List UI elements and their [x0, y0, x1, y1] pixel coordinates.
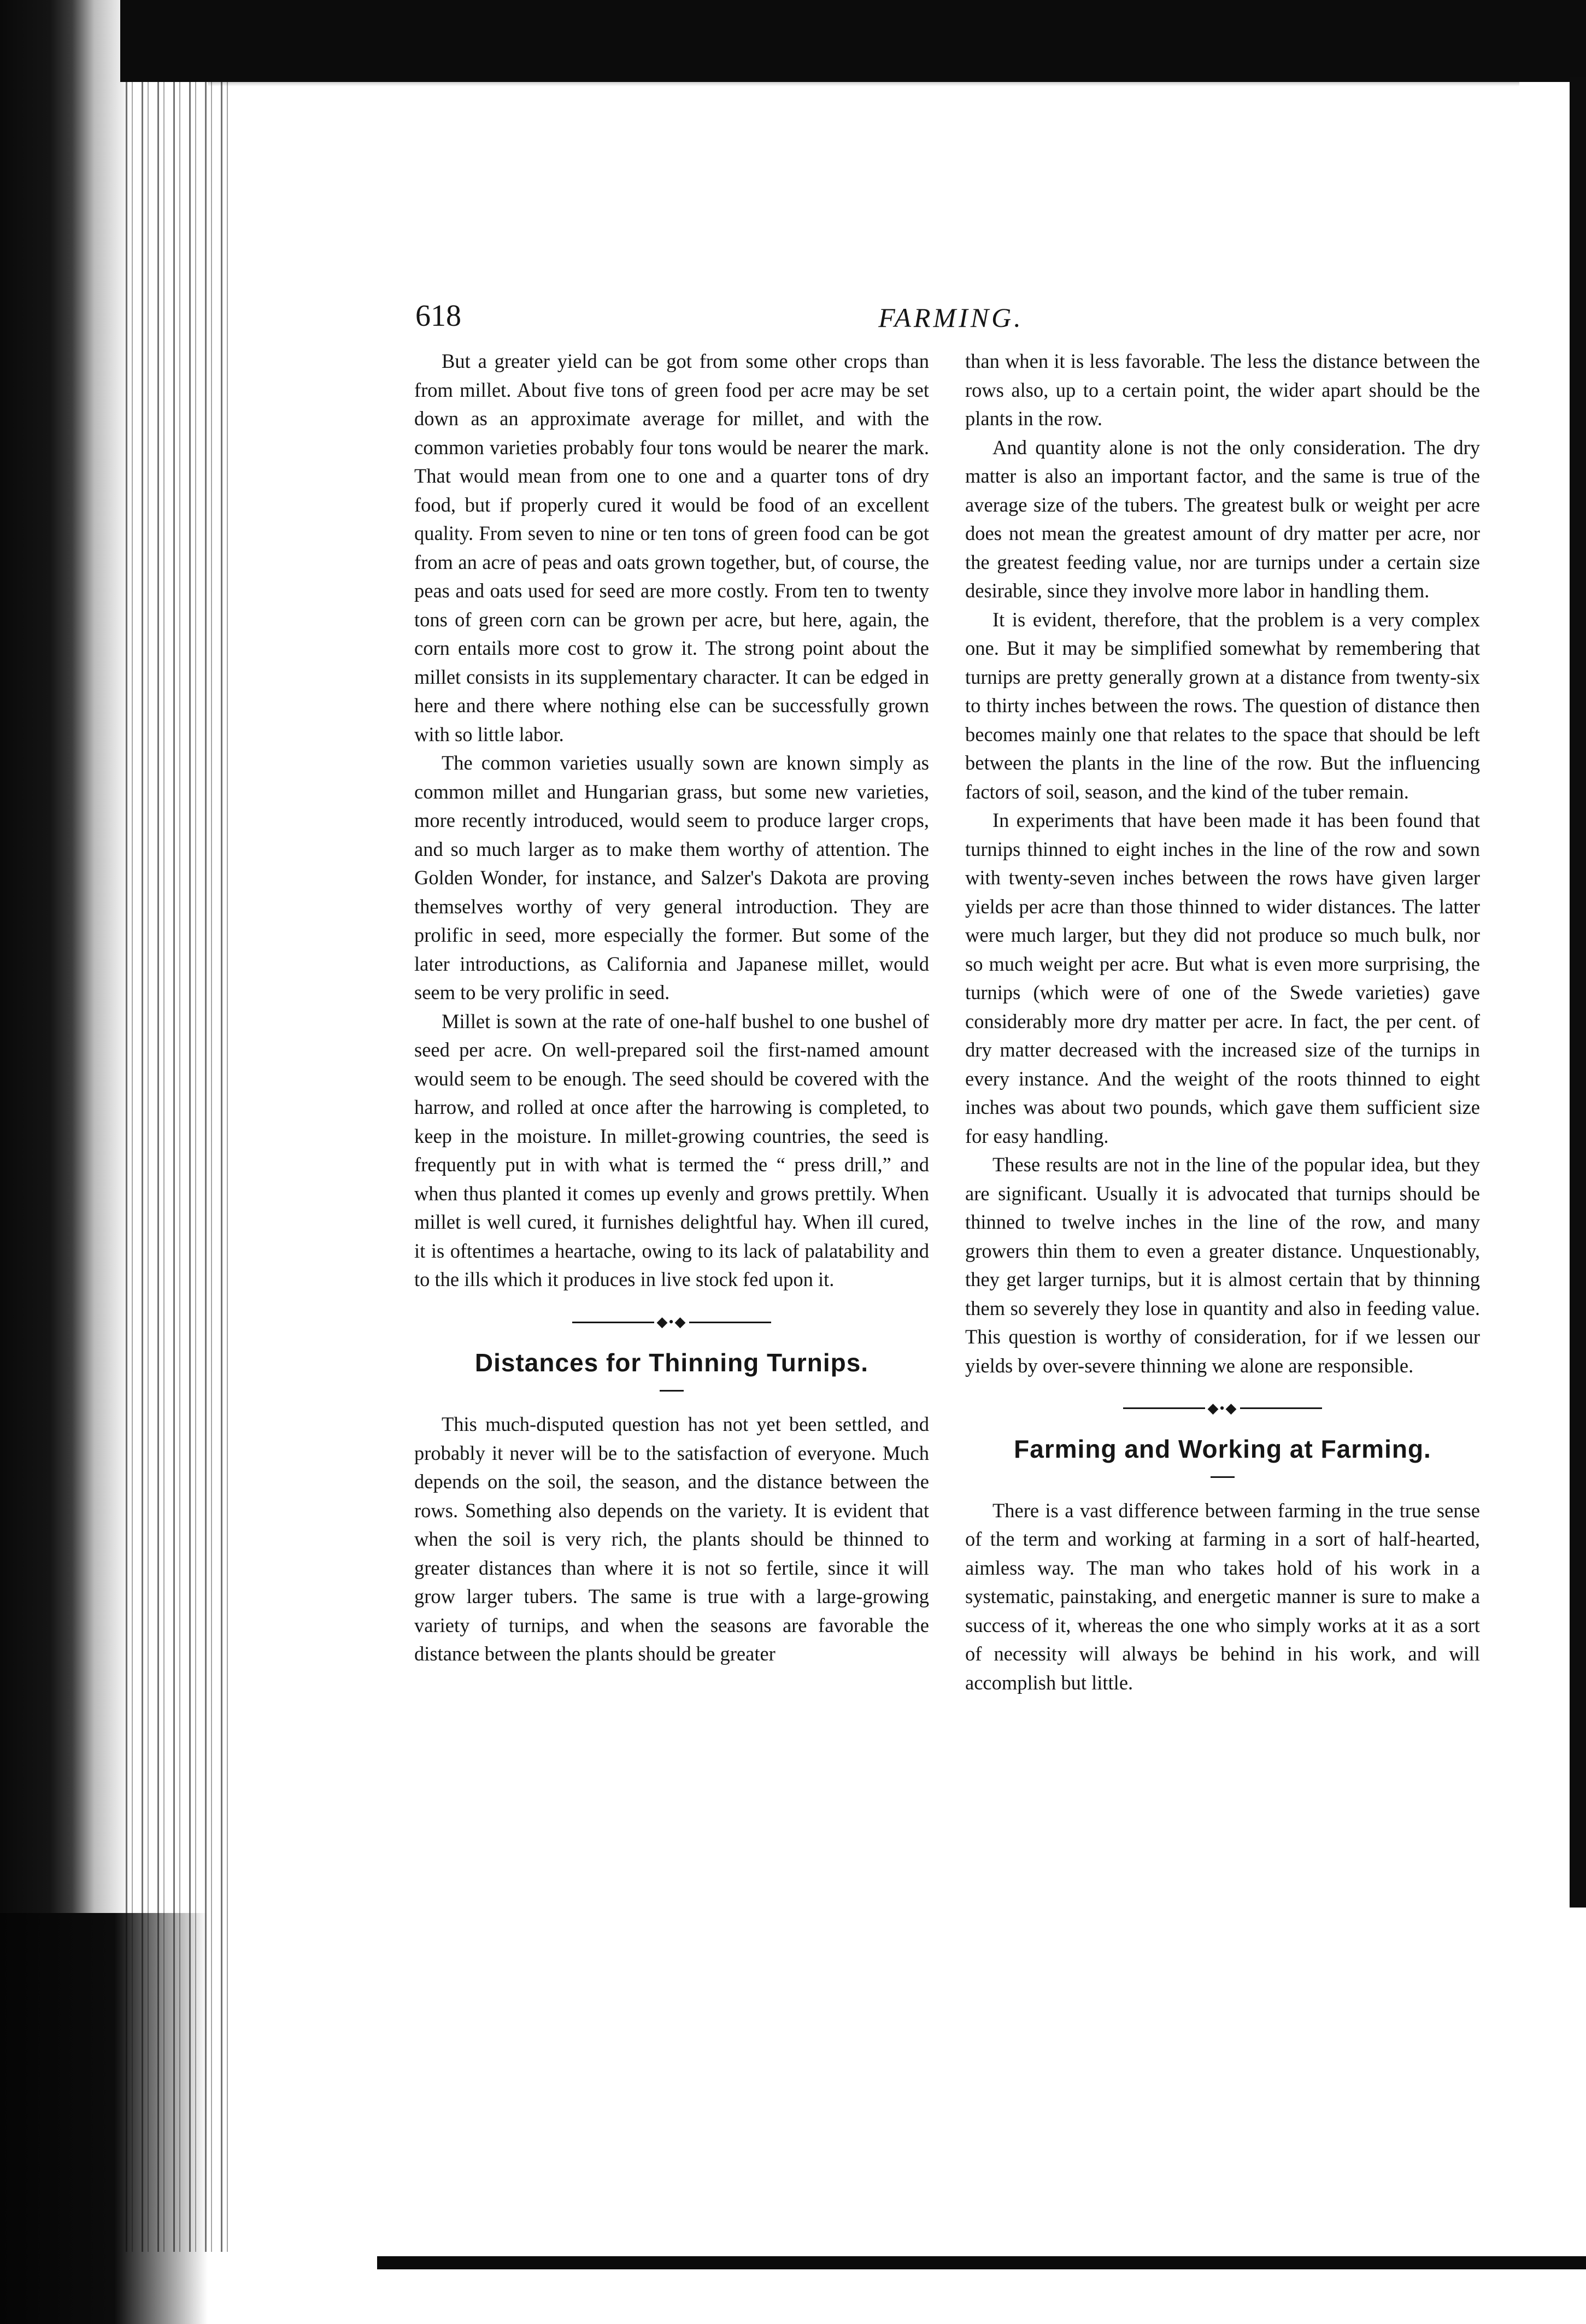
paragraph: There is a vast difference between farming in the true sense of the term and working at farming in a sort of half-hearted, aimless way. The man who takes hold of his work in a systematic, painstaking, and energetic manner is sure to make a success of it, whereas the one who simply works at it as a sort of necessity will always be behind in his work, and will accomplish but little. — [965, 1499, 1480, 1694]
ornament-rule — [572, 1322, 654, 1323]
left-column — [414, 347, 929, 1669]
scan-bottom-border — [377, 2256, 1586, 2269]
paragraph: The common varieties usually sown are known simply as common millet and Hungarian grass, but some new varieties, more recently introduced, would seem to produce larger crops, and so much larger as to make them worthy of attention. The Golden Wonder, for instance, and Salzer's Dakota are proving themselves worthy of very general introduction. They are prolific in seed, more especially the former. But some of the later introductions, as California and Japanese millet, would seem to be very prolific in seed. — [414, 752, 929, 1003]
paragraph: But a greater yield can be got from some other crops than from millet. About five tons of green food per acre may be set down as an approximate average for millet, and with the common varieties probably four tons would be nearer the mark. That would mean from one to one and a quarter tons of dry food, but if properly cured it would be food of an excellent quality. From seven to nine or ten tons of green food can be got from an acre of peas and oats grown together, but, of course, the peas and oats used for seed are more costly. From ten to twenty tons of green corn can be grown per acre, but here, again, the corn entails more cost to grow it. The strong point about the millet consists in its supplementary character. It can be edged in here and there where nothing else can be successfully grown with so little labor. — [414, 350, 929, 746]
paragraph: It is evident, therefore, that the problem is a very complex one. But it may be simplified somewhat by remembering that turnips are pretty generally grown at a distance from twenty-six to thirty inches between the rows. The question of distance then becomes mainly one that relates to the space that should be left between the plants in the line of the row. But the influencing factors of soil, season, and the kind of the tuber remain. — [965, 608, 1480, 803]
section-ornament — [414, 1311, 929, 1334]
section-heading: Farming and Working at Farming. — [1014, 1434, 1431, 1463]
ornament-rule — [1123, 1407, 1205, 1409]
page-number: 618 — [415, 299, 461, 333]
section-heading: Distances for Thinning Turnips. — [474, 1348, 869, 1377]
scan-right-border — [1570, 77, 1586, 1908]
paragraph: Millet is sown at the rate of one-half bushel to one bushel of seed per acre. On well-prepared soil the first-named amount would seem to be enough. The seed should be covered with the harrow, and rolled at once after the harrowing is completed, to keep in the moisture. In millet-growing countries, the seed is frequently put in with what is termed the “ press drill,” and when thus planted it comes up evenly and grows prettily. When millet is well cured, it furnishes delightful hay. When ill cured, it is oftentimes a heartache, owing to its lack of palatability and to the ills which it produces in live stock fed upon it. — [414, 1010, 929, 1290]
paragraph-continued: than when it is less favorable. The less the distance between the rows also, up to a certain point, the wider apart should be the plants in the row. — [965, 350, 1480, 430]
scan-top-border-fade — [208, 64, 1519, 86]
ornament-rule — [689, 1322, 771, 1323]
paragraph: This much-disputed question has not yet been settled, and probably it never will be to the satisfaction of everyone. Much depends on the soil, the season, and the distance between the rows. Something also depends on the variety. It is evident that when the soil is very rich, the plants should be thinned to greater distances than where it is not so fertile, since it will grow larger tubers. The same is true with a large-growing variety of turnips, and when the seasons are favorable the distance between the plants should be greater — [414, 1413, 929, 1665]
section-ornament — [965, 1396, 1480, 1419]
right-column — [965, 347, 1480, 1697]
paragraph: And quantity alone is not the only consideration. The dry matter is also an important factor, and the same is true of the average size of the tubers. The greatest bulk or weight per acre does not mean the greatest amount of dry matter per acre, nor the greatest feeding value, nor are turnips under a certain size desirable, since they involve more labor in handling them. — [965, 436, 1480, 602]
paragraph: These results are not in the line of the popular idea, but they are significant. Usually it is advocated that turnips should be thinned to twelve inches in the line of the row, and many growers thin them to even a greater distance. Unquestionably, they get larger turnips, but it is almost certain that by thinning them so severely they lose in quantity and also in feeding value. This question is worthy of consideration, for if we lessen our yields by over-severe thinning we alone are responsible. — [965, 1153, 1480, 1377]
ornament-mark: ◆•◆ — [1207, 1400, 1238, 1416]
heading-dash — [1211, 1476, 1235, 1478]
paragraph: In experiments that have been made it has been found that turnips thinned to eight inches in the line of the row and sown with twenty-seven inches between the rows have given larger yields per acre than those thinned to wider distances. The latter were much larger, but they did not produce so much bulk, nor so much weight per acre. But what is even more surprising, the turnips (which were of one of the Swede varieties) gave considerably more dry matter per acre. In fact, the per cent. of dry matter decreased with the increased size of the turnips in every instance. And the weight of the roots thinned to eight inches was about two pounds, which gave them sufficient size for easy handling. — [965, 809, 1480, 1147]
heading-dash — [660, 1390, 684, 1392]
ornament-rule — [1240, 1407, 1322, 1409]
running-head-title: FARMING. — [878, 302, 1024, 333]
scan-binding-bottom — [0, 1913, 208, 2324]
ornament-mark: ◆•◆ — [656, 1314, 687, 1330]
